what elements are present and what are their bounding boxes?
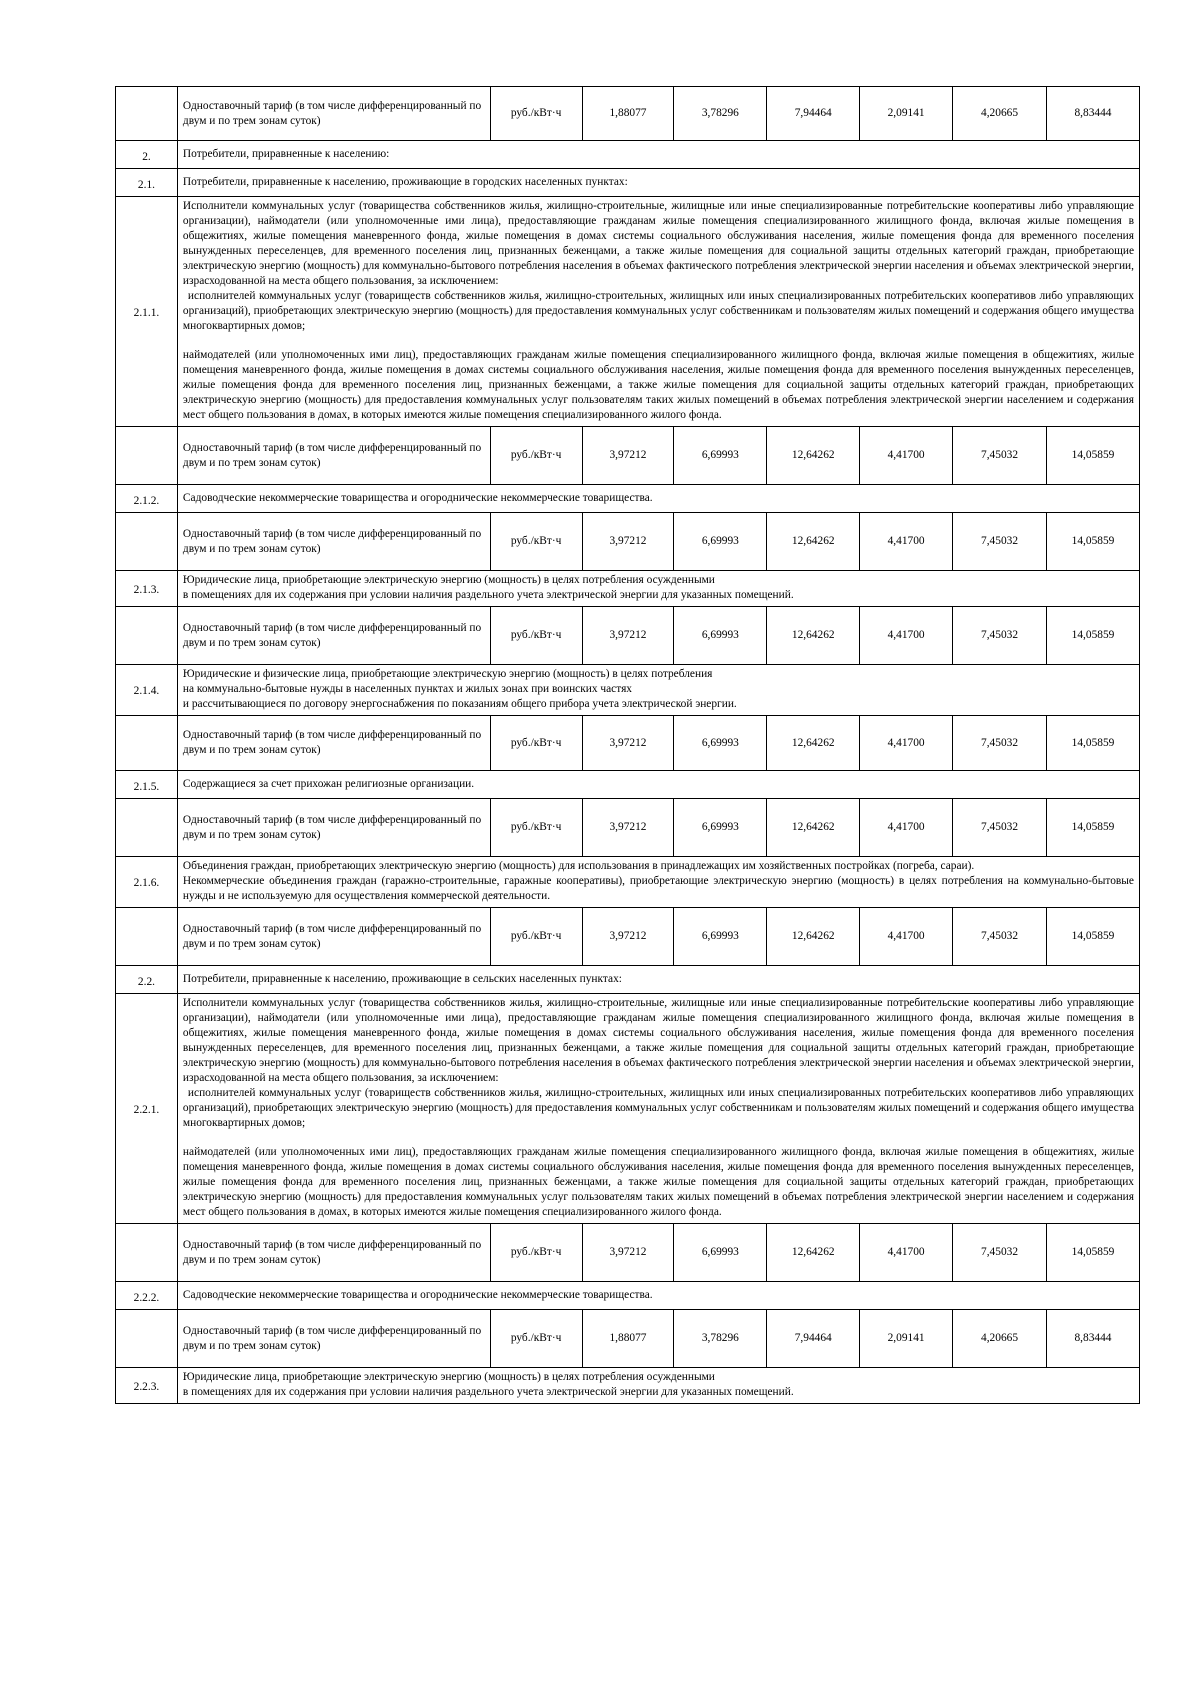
- tariff-value-4: 4,41700: [860, 607, 953, 665]
- tariff-row: [116, 908, 1140, 966]
- tariff-value-3: 12,64262: [767, 427, 860, 485]
- category-row: [116, 1368, 1140, 1404]
- row-number-cell: [116, 87, 178, 141]
- unit-cell: руб./кВт·ч: [490, 908, 582, 966]
- category-description: [177, 857, 1139, 908]
- tariff-label: Одноставочный тариф (в том числе дифференцированный по двум и по трем зонам суток): [177, 1310, 490, 1368]
- unit-cell: руб./кВт·ч: [490, 607, 582, 665]
- tariff-value-4: 4,41700: [860, 799, 953, 857]
- tariff-value-5: 4,20665: [953, 1310, 1047, 1368]
- row-number-cell: [116, 908, 178, 966]
- description-paragraph: на коммунально-бытовые нужды в населенных пунктах и жилых зонах при воинских частях: [182, 683, 632, 695]
- tariff-value-6: 14,05859: [1047, 607, 1140, 665]
- tariff-label: Одноставочный тариф (в том числе дифференцированный по двум и по трем зонам суток): [177, 908, 490, 966]
- tariff-label: Одноставочный тариф (в том числе дифференцированный по двум и по трем зонам суток): [177, 607, 490, 665]
- category-description: [177, 665, 1139, 716]
- description-paragraph: Юридические и физические лица, приобретающие электрическую энергию (мощность) в целях потребления: [182, 668, 713, 680]
- unit-cell: руб./кВт·ч: [490, 1310, 582, 1368]
- row-number-cell: [116, 1368, 178, 1404]
- row-number-cell: [116, 1282, 178, 1310]
- category-description: [177, 141, 1139, 169]
- tariff-value-4: 2,09141: [860, 87, 953, 141]
- tariff-value-1: 1,88077: [582, 87, 674, 141]
- category-row: [116, 197, 1140, 427]
- row-number-cell: [116, 141, 178, 169]
- category-row: [116, 857, 1140, 908]
- row-number: 2.2.3.: [133, 1380, 160, 1393]
- category-row: [116, 665, 1140, 716]
- tariff-value-6: 14,05859: [1047, 513, 1140, 571]
- description-paragraph: Потребители, приравненные к населению, проживающие в сельских населенных пунктах:: [182, 972, 622, 985]
- description-paragraph: Исполнители коммунальных услуг (товарищества собственников жилья, жилищно-строительные, жилищные или иные специализированные потребительские кооперативы либо управляющие организации), наймодатели (или уполномоченные ими лица), предоставляющие гражданам жилые помещения специализированного жилищного фонда, включая жилые помещения в общежитиях, жилые помещения маневренного фонда, жилые помещения в домах системы социального обслуживания населения, жилые помещения фонда для временного поселения вынужденных переселенцев, для временного поселения лиц, признанных беженцами, а также жилые помещения для социальной защиты отдельных категорий граждан, приобретающие электрическую энергию (мощность) для коммунально-бытового потребления населения в объемах фактического потребления электрической энергии населения и объемах электрической энергии, израсходованной на места общего пользования, за исключением:: [182, 200, 1134, 287]
- tariff-label: Одноставочный тариф (в том числе дифференцированный по двум и по трем зонам суток): [177, 799, 490, 857]
- tariff-label: Одноставочный тариф (в том числе дифференцированный по двум и по трем зонам суток): [177, 716, 490, 771]
- category-description: [177, 966, 1139, 994]
- tariff-row: [116, 427, 1140, 485]
- description-paragraph: Потребители, приравненные к населению, проживающие в городских населенных пунктах:: [182, 175, 628, 188]
- tariff-value-1: 3,97212: [582, 427, 674, 485]
- tariff-value-3: 12,64262: [767, 799, 860, 857]
- tariff-value-6: 14,05859: [1047, 716, 1140, 771]
- category-description: [177, 485, 1139, 513]
- row-number-cell: [116, 799, 178, 857]
- row-number-cell: [116, 485, 178, 513]
- row-number-cell: [116, 169, 178, 197]
- row-number: 2.: [142, 151, 151, 163]
- tariff-value-1: 3,97212: [582, 799, 674, 857]
- row-number-cell: [116, 427, 178, 485]
- tariff-value-1: 3,97212: [582, 513, 674, 571]
- unit-cell: руб./кВт·ч: [490, 87, 582, 141]
- row-number-cell: [116, 994, 178, 1224]
- row-number-cell: [116, 607, 178, 665]
- category-description: [177, 771, 1139, 799]
- tariff-value-4: 4,41700: [860, 513, 953, 571]
- tariff-value-5: 4,20665: [953, 87, 1047, 141]
- tariff-value-2: 3,78296: [674, 1310, 767, 1368]
- tariff-value-2: 6,69993: [674, 716, 767, 771]
- description-paragraph: наймодателей (или уполномоченных ими лиц), предоставляющих гражданам жилые помещения специализированного жилищного фонда, включая жилые помещения в общежитиях, жилые помещения маневренного фонда, жилые помещения в домах системы социального обслуживания населения, жилые помещения фонда для временного поселения вынужденных переселенцев, жилые помещения фонда для временного поселения лиц, признанных беженцами, а также жилые помещения для социальной защиты отдельных категорий граждан, приобретающих электрическую энергию (мощность) для предоставления коммунальных услуг пользователям таких жилых помещений в объемах потребления электрической энергии населением и содержания мест общего пользования в домах, в которых имеются жилые помещения специализированного жилого фонда.: [182, 1146, 1134, 1218]
- row-number: 2.1.: [137, 179, 155, 191]
- row-number-cell: [116, 1224, 178, 1282]
- tariff-value-1: 3,97212: [582, 1224, 674, 1282]
- category-description: [177, 1368, 1139, 1404]
- description-paragraph: в помещениях для их содержания при условии наличия раздельного учета электрической энергии для указанных помещений.: [182, 589, 794, 601]
- row-number-cell: [116, 771, 178, 799]
- description-paragraph: Содержащиеся за счет прихожан религиозные организации.: [182, 777, 475, 790]
- tariff-value-5: 7,45032: [953, 1224, 1047, 1282]
- tariff-value-2: 6,69993: [674, 799, 767, 857]
- category-row: [116, 994, 1140, 1224]
- row-number-cell: [116, 513, 178, 571]
- category-description: [177, 1282, 1139, 1310]
- row-number-cell: [116, 966, 178, 994]
- category-description: [177, 169, 1139, 197]
- tariff-value-2: 6,69993: [674, 513, 767, 571]
- row-number-cell: [116, 1310, 178, 1368]
- tariff-label: Одноставочный тариф (в том числе дифференцированный по двум и по трем зонам суток): [177, 1224, 490, 1282]
- category-row: [116, 141, 1140, 169]
- tariff-value-2: 6,69993: [674, 1224, 767, 1282]
- tariff-value-5: 7,45032: [953, 716, 1047, 771]
- unit-cell: руб./кВт·ч: [490, 427, 582, 485]
- tariff-value-6: 14,05859: [1047, 427, 1140, 485]
- tariff-row: [116, 1310, 1140, 1368]
- tariff-row: [116, 87, 1140, 141]
- tariff-value-6: 8,83444: [1047, 1310, 1140, 1368]
- tariff-value-3: 12,64262: [767, 513, 860, 571]
- tariff-value-3: 7,94464: [767, 1310, 860, 1368]
- tariff-label: Одноставочный тариф (в том числе дифференцированный по двум и по трем зонам суток): [177, 513, 490, 571]
- tariff-value-3: 12,64262: [767, 716, 860, 771]
- category-description: [177, 994, 1139, 1224]
- row-number: 2.2.: [137, 976, 155, 988]
- unit-cell: руб./кВт·ч: [490, 799, 582, 857]
- tariff-value-2: 6,69993: [674, 908, 767, 966]
- tariff-value-5: 7,45032: [953, 799, 1047, 857]
- description-paragraph: Исполнители коммунальных услуг (товарищества собственников жилья, жилищно-строительные, жилищные или иные специализированные потребительские кооперативы либо управляющие организации), наймодатели (или уполномоченные ими лица), предоставляющие гражданам жилые помещения специализированного жилищного фонда, включая жилые помещения в общежитиях, жилые помещения маневренного фонда, жилые помещения в домах системы социального обслуживания населения, жилые помещения фонда для временного поселения вынужденных переселенцев, для временного поселения лиц, признанных беженцами, а также жилые помещения для социальной защиты отдельных категорий граждан, приобретающие электрическую энергию (мощность) для коммунально-бытового потребления населения в объемах фактического потребления электрической энергии населения и объемах электрической энергии, израсходованной на места общего пользования, за исключением:: [182, 997, 1134, 1084]
- description-paragraph: исполнителей коммунальных услуг (товариществ собственников жилья, жилищно-строительных, жилищных или иных специализированных потребительских кооперативов либо управляющих организаций), приобретающих электрическую энергию (мощность) для предоставления коммунальных услуг собственникам и пользователям жилых помещений и содержания общего имущества многоквартирных домов;: [182, 290, 1134, 332]
- tariff-value-4: 4,41700: [860, 427, 953, 485]
- tariff-value-5: 7,45032: [953, 908, 1047, 966]
- row-number: 2.1.6.: [133, 877, 160, 889]
- category-row: [116, 485, 1140, 513]
- description-paragraph: Потребители, приравненные к населению:: [182, 147, 390, 160]
- tariff-row: [116, 513, 1140, 571]
- description-paragraph: Объединения граждан, приобретающих электрическую энергию (мощность) для использования в принадлежащих им хозяйственных постройках (погреба, сараи).: [182, 860, 975, 872]
- description-paragraph: Юридические лица, приобретающие электрическую энергию (мощность) в целях потребления осужденными: [182, 1371, 715, 1383]
- tariff-label: Одноставочный тариф (в том числе дифференцированный по двум и по трем зонам суток): [177, 427, 490, 485]
- tariff-value-1: 1,88077: [582, 1310, 674, 1368]
- description-paragraph: Юридические лица, приобретающие электрическую энергию (мощность) в целях потребления осужденными: [182, 574, 715, 586]
- row-number: 2.1.3.: [133, 583, 160, 596]
- tariff-table: [115, 86, 1140, 1404]
- unit-cell: руб./кВт·ч: [490, 716, 582, 771]
- tariff-value-3: 12,64262: [767, 908, 860, 966]
- tariff-value-4: 4,41700: [860, 1224, 953, 1282]
- tariff-value-3: 7,94464: [767, 87, 860, 141]
- tariff-row: [116, 799, 1140, 857]
- category-description: [177, 197, 1139, 427]
- row-number: 2.2.1.: [133, 1103, 160, 1116]
- category-description: [177, 571, 1139, 607]
- tariff-row: [116, 607, 1140, 665]
- tariff-value-1: 3,97212: [582, 716, 674, 771]
- tariff-value-3: 12,64262: [767, 1224, 860, 1282]
- row-number: 2.2.2.: [133, 1292, 160, 1304]
- row-number: 2.1.5.: [133, 781, 160, 793]
- row-number: 2.1.1.: [133, 306, 160, 319]
- tariff-value-2: 6,69993: [674, 427, 767, 485]
- tariff-value-2: 3,78296: [674, 87, 767, 141]
- tariff-row: [116, 716, 1140, 771]
- description-paragraph: Некоммерческие объединения граждан (гаражно-строительные, гаражные кооперативы), приобретающие электрическую энергию (мощность) в целях потребления на коммунально-бытовые нужды и не используемую для осуществления коммерческой деятельности.: [182, 875, 1134, 902]
- tariff-value-6: 8,83444: [1047, 87, 1140, 141]
- row-number-cell: [116, 197, 178, 427]
- description-paragraph: и рассчитывающиеся по договору энергоснабжения по показаниям общего прибора учета электрической энергии.: [182, 698, 737, 710]
- row-number: 2.1.2.: [133, 495, 160, 507]
- tariff-value-1: 3,97212: [582, 908, 674, 966]
- row-number-cell: [116, 716, 178, 771]
- description-paragraph: исполнителей коммунальных услуг (товариществ собственников жилья, жилищно-строительных, жилищных или иных специализированных потребительских кооперативов либо управляющих организаций), приобретающих электрическую энергию (мощность) для предоставления коммунальных услуг собственникам и пользователям жилых помещений и содержания общего имущества многоквартирных домов;: [182, 1087, 1134, 1129]
- tariff-value-5: 7,45032: [953, 513, 1047, 571]
- row-number-cell: [116, 571, 178, 607]
- description-paragraph: Садоводческие некоммерческие товарищества и огороднические некоммерческие товарищества.: [182, 1288, 653, 1301]
- row-number-cell: [116, 665, 178, 716]
- tariff-value-6: 14,05859: [1047, 908, 1140, 966]
- description-paragraph: наймодателей (или уполномоченных ими лиц), предоставляющих гражданам жилые помещения специализированного жилищного фонда, включая жилые помещения в общежитиях, жилые помещения маневренного фонда, жилые помещения в домах системы социального обслуживания населения, жилые помещения фонда для временного поселения вынужденных переселенцев, жилые помещения фонда для временного поселения лиц, признанных беженцами, а также жилые помещения для социальной защиты отдельных категорий граждан, приобретающих электрическую энергию (мощность) для предоставления коммунальных услуг пользователям таких жилых помещений в объемах потребления электрической энергии населением и содержания мест общего пользования в домах, в которых имеются жилые помещения специализированного жилого фонда.: [182, 349, 1134, 421]
- tariff-value-4: 4,41700: [860, 716, 953, 771]
- category-row: [116, 169, 1140, 197]
- tariff-value-1: 3,97212: [582, 607, 674, 665]
- category-row: [116, 966, 1140, 994]
- tariff-value-6: 14,05859: [1047, 799, 1140, 857]
- category-row: [116, 771, 1140, 799]
- row-number-cell: [116, 857, 178, 908]
- row-number: 2.1.4.: [133, 685, 160, 697]
- unit-cell: руб./кВт·ч: [490, 513, 582, 571]
- category-row: [116, 571, 1140, 607]
- description-paragraph: Садоводческие некоммерческие товарищества и огороднические некоммерческие товарищества.: [182, 491, 653, 504]
- category-row: [116, 1282, 1140, 1310]
- tariff-value-5: 7,45032: [953, 427, 1047, 485]
- table-body: [116, 87, 1140, 1404]
- tariff-value-4: 2,09141: [860, 1310, 953, 1368]
- description-paragraph: в помещениях для их содержания при условии наличия раздельного учета электрической энергии для указанных помещений.: [182, 1386, 794, 1398]
- tariff-value-2: 6,69993: [674, 607, 767, 665]
- tariff-label: Одноставочный тариф (в том числе дифференцированный по двум и по трем зонам суток): [177, 87, 490, 141]
- tariff-value-3: 12,64262: [767, 607, 860, 665]
- tariff-value-4: 4,41700: [860, 908, 953, 966]
- tariff-row: [116, 1224, 1140, 1282]
- tariff-value-5: 7,45032: [953, 607, 1047, 665]
- tariff-value-6: 14,05859: [1047, 1224, 1140, 1282]
- unit-cell: руб./кВт·ч: [490, 1224, 582, 1282]
